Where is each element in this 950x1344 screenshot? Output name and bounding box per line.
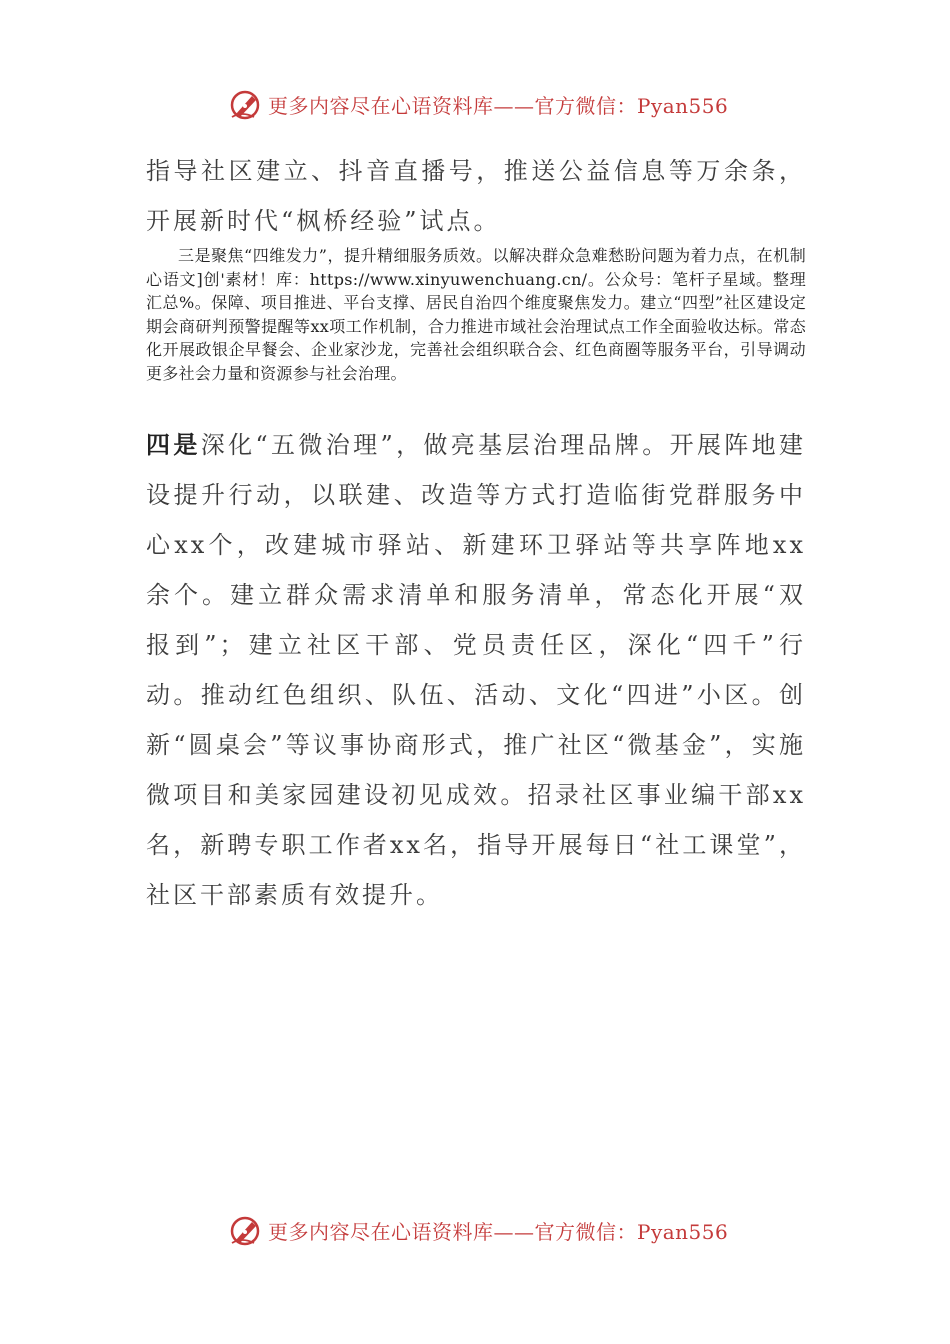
paragraph-continued: 指导社区建立、抖音直播号，推送公益信息等万余条，开展新时代“枫桥经验”试点。 (146, 157, 806, 235)
paragraph-body: 深化“五微治理”，做亮基层治理品牌。开展阵地建设提升行动，以联建、改造等方式打造临街党群服务中心xx个，改建城市驿站、新建环卫驿站等共享阵地xx余个。建立群众需求清单和服务清单，常态化开展“双报到”；建立社区干部、党员责任区，深化“四千”行动。推动红色组织、队伍、活动、文化“四进”小区。创新“圆桌会”等议事协商形式，推广社区“微基金”，实施微项目和美家园建设初见成效。招录社区事业编干部xx名，新聘专职工作者xx名，指导开展每日“社工课堂”，社区干部素质有效提升。 (146, 431, 807, 909)
pen-nib-circle-icon (228, 1213, 262, 1247)
footer-banner (228, 1210, 728, 1250)
banner-text: 更多内容尽在心语资料库——官方微信：Pyan556 (268, 1219, 729, 1244)
paragraph-point-three: 三是聚焦“四维发力”，提升精细服务质效。以解决群众急难愁盼问题为着力点，在机制心语文]创'素材！库：https://www.xinyuwenchuang.cn/。公众号：笔杆子星域。整理汇总%。保障、项目推进、平台支撑、居民自治四个维度聚焦发力。建立“四型”社区建设定期会商研判预警提醒等xx项工作机制，合力推进市域社会治理试点工作全面验收达标。常态化开展政银企早餐会、企业家沙龙，完善社会组织联合会、红色商圈等服务平台，引导调动更多社会力量和资源参与社会治理。 (146, 246, 806, 383)
banner-text: 更多内容尽在心语资料库——官方微信：Pyan556 (268, 93, 729, 118)
header-banner (228, 84, 728, 124)
paragraph-point-four (146, 420, 806, 920)
pen-nib-circle-icon (228, 87, 262, 121)
paragraph-lead: 四是 (146, 430, 201, 459)
